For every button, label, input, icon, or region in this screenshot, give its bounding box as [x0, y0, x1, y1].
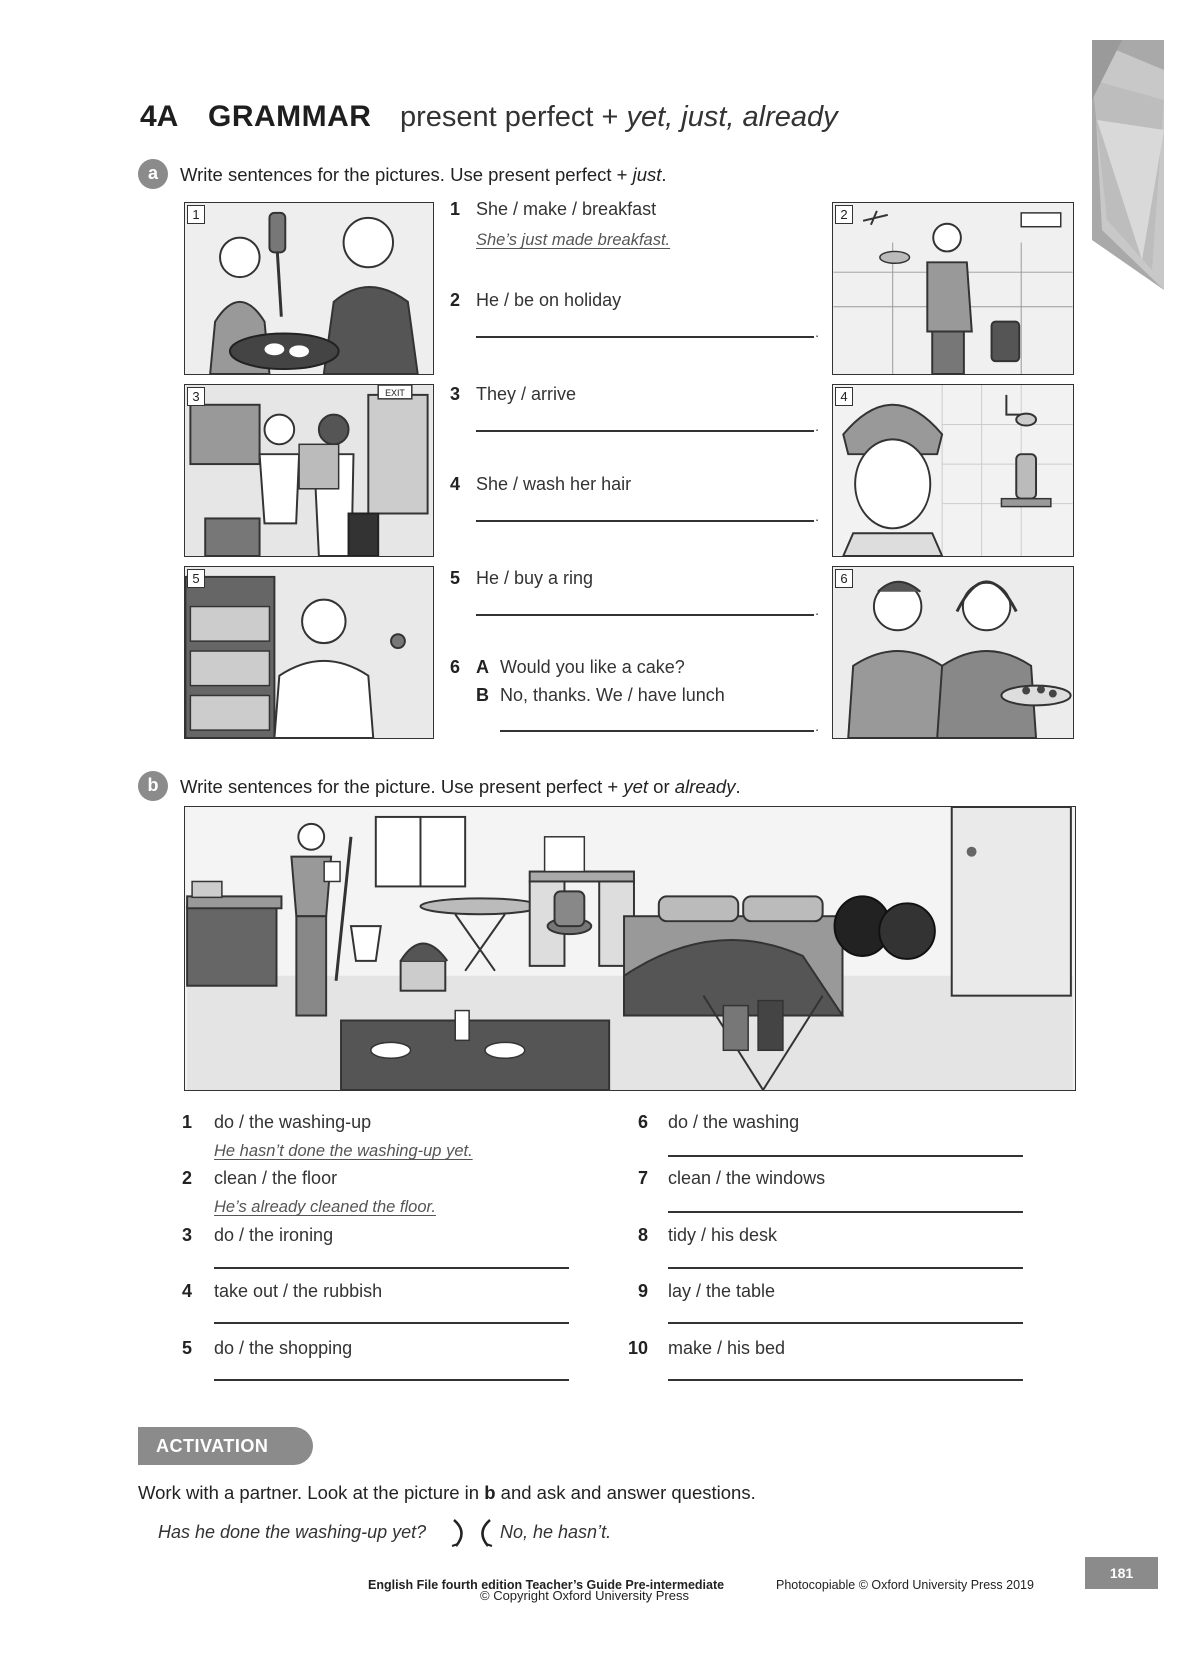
item-b9-number: 9	[637, 1281, 648, 1301]
picture-5	[184, 566, 434, 739]
item-b9-prompt: lay / the table	[668, 1281, 776, 1301]
instruction-end: .	[661, 164, 667, 185]
instruction-mid: or	[648, 776, 675, 797]
item-a6-speaker-a: A	[476, 657, 489, 677]
item-a5-prompt: He / buy a ring	[476, 568, 594, 588]
instruction-italic-already: already	[674, 776, 736, 797]
picture-number: 5	[187, 569, 205, 588]
item-b10-number: 10	[627, 1338, 648, 1358]
item-a1-prompt: She / make / breakfast	[476, 199, 657, 219]
topic-prefix: present perfect +	[400, 101, 627, 133]
item-b6-answer-line[interactable]	[668, 1155, 1023, 1157]
picture-6-illustration	[833, 567, 1073, 738]
item-b4-prompt: take out / the rubbish	[214, 1281, 383, 1301]
item-a4-prompt: She / wash her hair	[476, 474, 632, 494]
item-b8-answer-line[interactable]	[668, 1267, 1023, 1269]
item-a1-answer: She’s just made breakfast.	[476, 231, 671, 249]
item-a6-line-a: Would you like a cake?	[500, 657, 685, 677]
exit-sign: EXIT	[385, 387, 405, 398]
item-b6-prompt: do / the washing	[668, 1112, 800, 1132]
item-b5-number: 5	[181, 1338, 192, 1358]
picture-4	[832, 384, 1074, 557]
item-b4-number: 4	[181, 1281, 192, 1301]
picture-1	[184, 202, 434, 375]
picture-3-illustration	[185, 385, 433, 556]
item-a5-number: 5	[450, 568, 461, 588]
item-a2-number: 2	[450, 290, 461, 310]
item-b1-prompt: do / the washing-up	[214, 1112, 372, 1132]
exercise-b-badge: b	[138, 771, 168, 801]
item-a2-answer-line[interactable]: .	[476, 336, 814, 338]
item-b3-answer-line[interactable]	[214, 1267, 569, 1269]
example-answer: No, he hasn’t.	[500, 1522, 612, 1542]
item-a3-answer-line[interactable]: .	[476, 430, 814, 432]
exercise-a-badge: a	[138, 159, 168, 189]
item-b8-number: 8	[637, 1225, 648, 1245]
room-picture	[184, 806, 1076, 1091]
item-b3-prompt: do / the ironing	[214, 1225, 334, 1245]
item-b3-number: 3	[181, 1225, 192, 1245]
item-a6-answer-line[interactable]: .	[500, 730, 814, 732]
activation-text-bold: b	[484, 1482, 496, 1503]
activation-instruction	[138, 1482, 756, 1504]
example-question: Has he done the washing-up yet?	[158, 1522, 427, 1542]
item-a6-line-b: No, thanks. We / have lunch	[500, 685, 725, 705]
item-a4-answer-line[interactable]: .	[476, 520, 814, 522]
instruction-end: .	[735, 776, 741, 797]
room-illustration	[185, 807, 1075, 1090]
item-a4-number: 4	[450, 474, 461, 494]
picture-6	[832, 566, 1074, 739]
item-b10-prompt: make / his bed	[668, 1338, 786, 1358]
item-a3-number: 3	[450, 384, 461, 404]
item-a6-speaker-b: B	[476, 685, 489, 705]
item-b10-answer-line[interactable]	[668, 1379, 1023, 1381]
item-b9-answer-line[interactable]	[668, 1322, 1023, 1324]
item-a1-number: 1	[450, 199, 461, 219]
picture-1-illustration	[185, 203, 433, 374]
footer-photocopiable: Photocopiable © Oxford University Press 2019	[776, 1578, 1034, 1592]
page-edge-tab	[1092, 40, 1164, 290]
item-b7-number: 7	[637, 1168, 648, 1188]
speech-bubbles-icon	[448, 1518, 496, 1550]
instruction-text: Write sentences for the pictures. Use present perfect +	[180, 164, 633, 185]
item-a2-prompt: He / be on holiday	[476, 290, 622, 310]
footer-oup-copyright: © Copyright Oxford University Press	[480, 1588, 689, 1603]
picture-4-illustration	[833, 385, 1073, 556]
item-b7-answer-line[interactable]	[668, 1211, 1023, 1213]
picture-number: 6	[835, 569, 853, 588]
item-b6-number: 6	[637, 1112, 648, 1132]
picture-number: 2	[835, 205, 853, 224]
picture-2	[832, 202, 1074, 375]
item-b8-prompt: tidy / his desk	[668, 1225, 778, 1245]
footer-book-title: English File fourth edition Teacher’s Guide Pre-intermediate	[368, 1578, 725, 1592]
item-a3-prompt: They / arrive	[476, 384, 577, 404]
activation-banner: ACTIVATION	[138, 1427, 313, 1465]
item-b1-answer: He hasn’t done the washing-up yet.	[214, 1142, 473, 1160]
unit-topic	[400, 101, 838, 134]
page-number: 181	[1085, 1557, 1158, 1589]
item-a6-number: 6	[450, 657, 461, 677]
picture-number: 3	[187, 387, 205, 406]
activation-text-start: Work with a partner. Look at the picture in	[138, 1482, 485, 1503]
activation-text-end: and ask and answer questions.	[495, 1482, 756, 1503]
topic-italic: yet, just, already	[626, 101, 838, 133]
picture-number: 4	[835, 387, 853, 406]
unit-code: 4A	[140, 100, 179, 133]
picture-2-illustration	[833, 203, 1073, 374]
instruction-text: Write sentences for the picture. Use present perfect +	[180, 776, 624, 797]
instruction-italic-yet: yet	[623, 776, 649, 797]
item-b5-answer-line[interactable]	[214, 1379, 569, 1381]
instruction-italic: just	[632, 164, 662, 185]
item-b1-number: 1	[181, 1112, 192, 1132]
exercise-b-instruction	[180, 776, 741, 798]
picture-3	[184, 384, 434, 557]
picture-number: 1	[187, 205, 205, 224]
item-a5-answer-line[interactable]: .	[476, 614, 814, 616]
unit-name: GRAMMAR	[208, 100, 372, 133]
item-b7-prompt: clean / the windows	[668, 1168, 826, 1188]
item-b2-prompt: clean / the floor	[214, 1168, 338, 1188]
item-b4-answer-line[interactable]	[214, 1322, 569, 1324]
item-b2-number: 2	[181, 1168, 192, 1188]
picture-5-illustration	[185, 567, 433, 738]
exercise-a-instruction	[180, 164, 667, 186]
item-b5-prompt: do / the shopping	[214, 1338, 353, 1358]
item-b2-answer: He’s already cleaned the floor.	[214, 1198, 436, 1216]
